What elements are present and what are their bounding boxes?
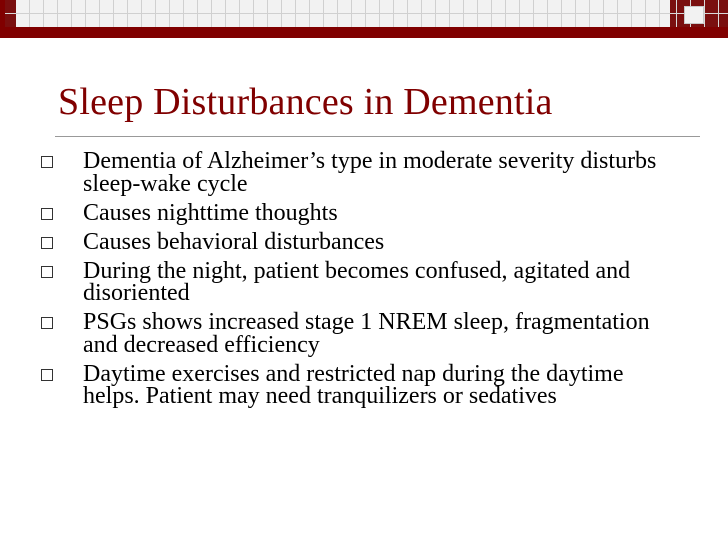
square-bullet-icon	[41, 208, 53, 220]
bullet-item	[30, 199, 680, 226]
bullet-item	[30, 150, 680, 195]
bullet-text: PSGs shows increased stage 1 NREM sleep, fragmentation and decreased efficiency	[83, 309, 650, 358]
square-bullet-icon	[41, 237, 53, 249]
header-corner-square	[684, 6, 704, 24]
header-stripe	[5, 27, 728, 38]
bullet-item	[30, 228, 680, 255]
square-bullet-icon	[41, 156, 53, 168]
bullet-item	[30, 311, 680, 356]
bullet-text: Daytime exercises and restricted nap during the daytime helps. Patient may need tranquilizers or sedatives	[83, 360, 624, 409]
bullet-text: During the night, patient becomes confused, agitated and disoriented	[83, 257, 631, 306]
title-divider	[55, 136, 700, 137]
header-decoration	[0, 0, 728, 38]
bullet-item	[30, 360, 680, 409]
square-bullet-icon	[41, 369, 53, 381]
bullet-text: Causes nighttime thoughts	[83, 199, 338, 226]
bullet-list	[30, 150, 680, 414]
header-grid-light	[16, 0, 670, 27]
bullet-text: Dementia of Alzheimer’s type in moderate severity disturbs sleep-wake cycle	[83, 148, 657, 197]
slide-title: Sleep Disturbances in Dementia	[58, 81, 553, 123]
square-bullet-icon	[41, 317, 53, 329]
bullet-text: Causes behavioral disturbances	[83, 228, 385, 255]
square-bullet-icon	[41, 266, 53, 278]
bullet-item	[30, 257, 680, 306]
